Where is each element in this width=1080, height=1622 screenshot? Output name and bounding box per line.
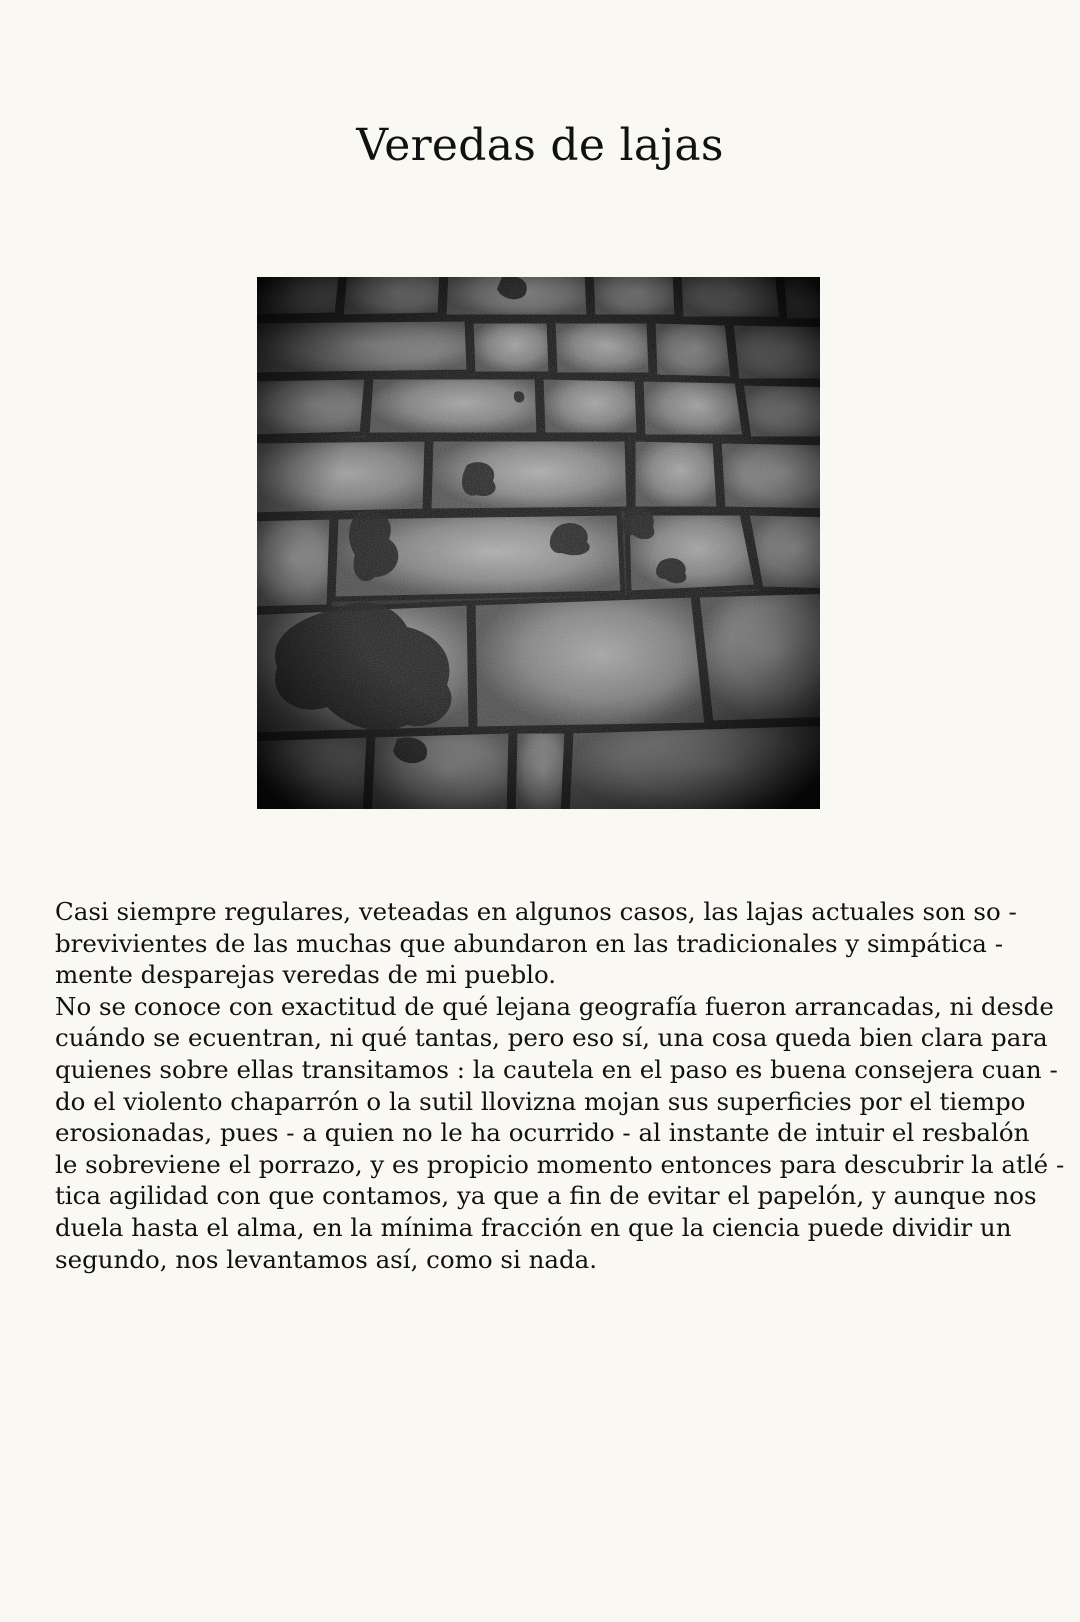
text-line: mente desparejas veredas de mi pueblo. xyxy=(55,960,557,990)
text-line: quienes sobre ellas transitamos : la cautela en el paso es buena consejera cuan - xyxy=(55,1054,1058,1084)
text-line: erosionadas, pues - a quien no le ha ocurrido - al instante de intuir el resbalón xyxy=(55,1118,1030,1148)
body-paragraph xyxy=(55,896,1065,1275)
stone-sidewalk-photo xyxy=(257,277,820,809)
text-line: tica agilidad con que contamos, ya que a fin de evitar el papelón, y aunque nos xyxy=(55,1181,1037,1211)
text-line: duela hasta el alma, en la mínima fracción en que la ciencia puede dividir un xyxy=(55,1212,1012,1242)
text-line: cuándo se ecuentran, ni qué tantas, pero eso sí, una cosa queda bien clara para xyxy=(55,1023,1048,1053)
text-line: No se conoce con exactitud de qué lejana geografía fueron arrancadas, ni desde xyxy=(55,991,1054,1021)
text-line: do el violento chaparrón o la sutil llovizna mojan sus superficies por el tiempo xyxy=(55,1086,1026,1116)
text-line: Casi siempre regulares, veteadas en algunos casos, las lajas actuales son so - xyxy=(55,897,1017,926)
text-line: le sobreviene el porrazo, y es propicio momento entonces para descubrir la atlé - xyxy=(55,1149,1065,1179)
text-line: segundo, nos levantamos así, como si nada. xyxy=(55,1244,598,1274)
text-line: brevivientes de las muchas que abundaron en las tradicionales y simpática - xyxy=(55,928,1003,958)
page-title: Veredas de lajas xyxy=(356,120,724,171)
